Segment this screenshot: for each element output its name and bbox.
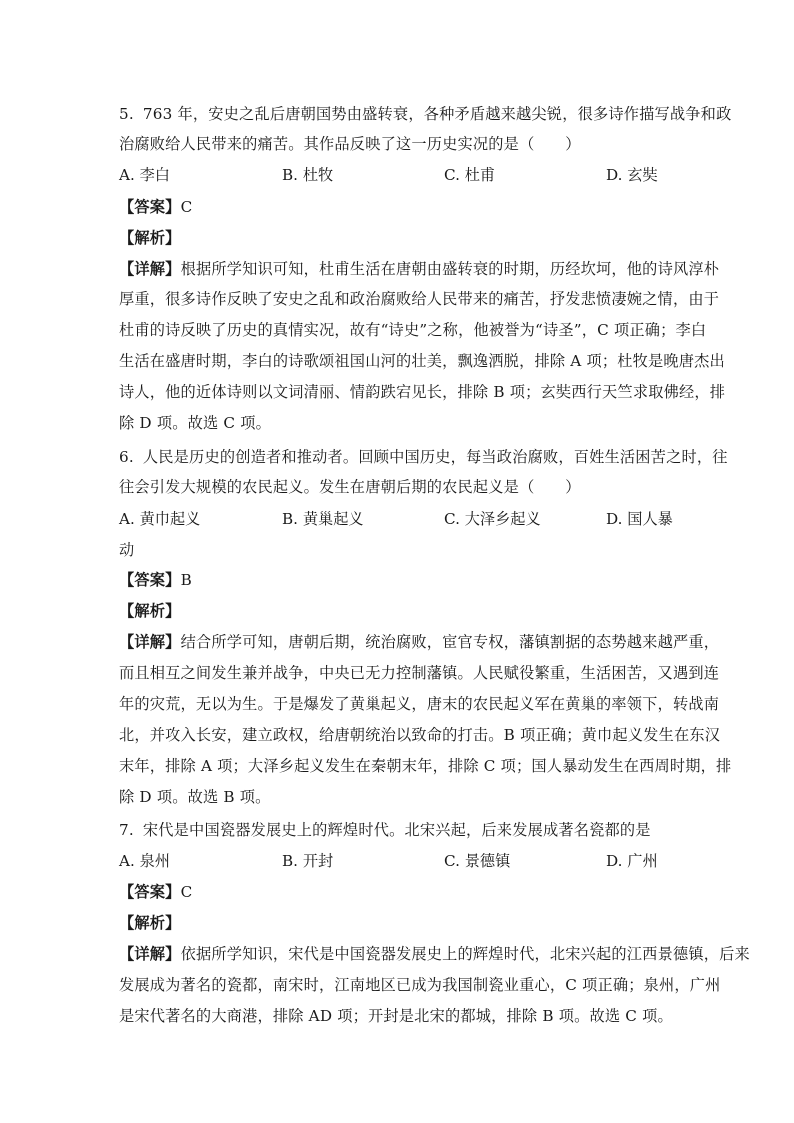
detail-label: 【详解】 bbox=[119, 633, 181, 651]
detail-label: 【详解】 bbox=[119, 260, 181, 278]
question-6-stem-line-1: 6. 人民是历史的创造者和推动者。回顾中国历史，每当政治腐败，百姓生活困苦之时，往 bbox=[119, 448, 728, 466]
question-5-detail-line-3: 杜甫的诗反映了历史的真情实况，故有“诗史”之称，他被誉为“诗圣”，C 项正确；李白 bbox=[119, 321, 707, 339]
question-7-option-c: C. 景德镇 bbox=[444, 852, 511, 870]
question-6-number: 6. bbox=[119, 448, 134, 466]
question-6-answer bbox=[119, 570, 192, 590]
question-7-number: 7. bbox=[119, 821, 134, 839]
answer-value: C bbox=[180, 883, 193, 901]
question-6-option-b: B. 黄巢起义 bbox=[282, 510, 364, 528]
question-6-stem-line-2: 往会引发大规模的农民起义。发生在唐朝后期的农民起义是（ ） bbox=[119, 478, 581, 496]
question-5-option-a: A. 李白 bbox=[119, 166, 170, 184]
question-5-option-d: D. 玄奘 bbox=[606, 166, 658, 184]
question-5-detail-line-6: 除 D 项。故选 C 项。 bbox=[119, 414, 272, 432]
answer-label: 【答案】 bbox=[119, 883, 181, 901]
question-5-detail-line-5: 诗人，他的近体诗则以文词清丽、情韵跌宕见长，排除 B 项；玄奘西行天竺求取佛经，排 bbox=[119, 383, 726, 401]
question-7-answer bbox=[119, 882, 192, 902]
question-5-answer bbox=[119, 197, 192, 217]
question-6-detail-line-2: 而且相互之间发生兼并战争，中央已无力控制藩镇。人民赋役繁重，生活困苦，又遇到连 bbox=[119, 664, 720, 682]
question-6-detail-line-1: 【详解】结合所学可知，唐朝后期，统治腐败，宦官专权，藩镇割据的态势越来越严重， bbox=[119, 633, 720, 651]
answer-label: 【答案】 bbox=[119, 571, 181, 589]
question-6-option-a: A. 黄巾起义 bbox=[119, 510, 201, 528]
question-6-detail-line-3: 年的灾荒，无以为生。于是爆发了黄巢起义，唐末的农民起义军在黄巢的率领下，转战南 bbox=[119, 695, 720, 713]
question-5-stem-line-2: 治腐败给人民带来的痛苦。其作品反映了这一历史实况的是（ ） bbox=[119, 135, 581, 153]
question-6-detail-line-6: 除 D 项。故选 B 项。 bbox=[119, 788, 271, 806]
question-5-detail-line-2: 厚重，很多诗作反映了安史之乱和政治腐败给人民带来的痛苦，抒发悲愤凄婉之情，由于 bbox=[119, 290, 720, 308]
detail-label: 【详解】 bbox=[119, 945, 181, 963]
question-5-detail-line-1: 【详解】根据所学知识可知，杜甫生活在唐朝由盛转衰的时期，历经坎坷，他的诗风淳朴 bbox=[119, 260, 720, 278]
question-5-stem-line-1: 5. 763 年，安史之乱后唐朝国势由盛转衰，各种矛盾越来越尖锐，很多诗作描写战争和政 bbox=[119, 105, 732, 123]
question-6-detail-line-4: 北，并攻入长安，建立政权，给唐朝统治以致命的打击。B 项正确；黄巾起义发生在东汉 bbox=[119, 726, 721, 744]
question-7-analysis-label: 【解析】 bbox=[119, 914, 181, 932]
question-5-analysis-label: 【解析】 bbox=[119, 229, 181, 247]
question-5-number: 5. bbox=[119, 105, 134, 123]
question-7-option-d: D. 广州 bbox=[606, 852, 658, 870]
question-6-option-d-wrap: 动 bbox=[119, 541, 135, 559]
question-6-analysis-label: 【解析】 bbox=[119, 602, 181, 620]
answer-value: C bbox=[180, 198, 193, 216]
question-5-detail-line-4: 生活在盛唐时期，李白的诗歌颂祖国山河的壮美，飘逸洒脱，排除 A 项；杜牧是晚唐杰出 bbox=[119, 352, 725, 370]
question-7-detail-line-1: 【详解】依据所学知识，宋代是中国瓷器发展史上的辉煌时代，北宋兴起的江西景德镇，后来 bbox=[119, 945, 750, 963]
question-5-option-c: C. 杜甫 bbox=[444, 166, 496, 184]
question-7-detail-line-2: 发展成为著名的瓷都，南宋时，江南地区已成为我国制瓷业重心，C 项正确；泉州，广州 bbox=[119, 976, 721, 994]
answer-value: B bbox=[180, 571, 192, 589]
question-5-option-b: B. 杜牧 bbox=[282, 166, 334, 184]
question-7-stem-line-1: 7. 宋代是中国瓷器发展史上的辉煌时代。北宋兴起，后来发展成著名瓷都的是 bbox=[119, 821, 651, 839]
question-6-option-c: C. 大泽乡起义 bbox=[444, 510, 541, 528]
answer-label: 【答案】 bbox=[119, 198, 181, 216]
question-6-detail-line-5: 末年，排除 A 项；大泽乡起义发生在秦朝末年，排除 C 项；国人暴动发生在西周时期，排 bbox=[119, 757, 732, 775]
question-7-option-b: B. 开封 bbox=[282, 852, 334, 870]
question-7-option-a: A. 泉州 bbox=[119, 852, 170, 870]
question-6-option-d: D. 国人暴 bbox=[606, 510, 673, 528]
question-7-detail-line-3: 是宋代著名的大商港，排除 AD 项；开封是北宋的都城，排除 B 项。故选 C 项。 bbox=[119, 1007, 673, 1025]
